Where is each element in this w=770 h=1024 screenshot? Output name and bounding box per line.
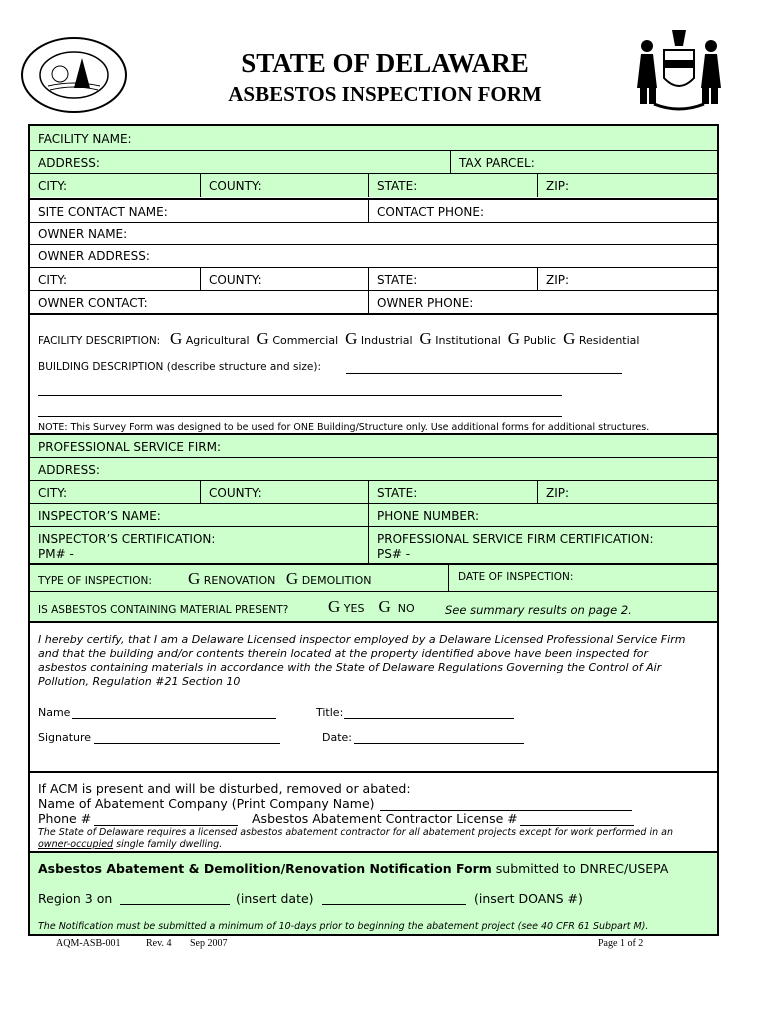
inspector-name-label[interactable]: INSPECTOR’S NAME: xyxy=(38,509,161,523)
public-checkbox[interactable]: G xyxy=(507,329,521,348)
notification-form-title: Asbestos Abatement & Demolition/Renovation Notification Form xyxy=(38,861,492,876)
owner-state-cell[interactable] xyxy=(368,268,418,290)
inspection-date-cell[interactable] xyxy=(448,565,574,591)
public-option: Public xyxy=(523,334,557,347)
contractor-license-label: Asbestos Abatement Contractor License # xyxy=(252,811,518,826)
notification-deadline-note: The Notification must be submitted a minimum of 10-days prior to beginning the abatement project (see 40 CFR 61 Subpart M). xyxy=(38,921,649,932)
owner-occupied-note xyxy=(38,839,222,850)
notification-section xyxy=(30,851,717,934)
agricultural-checkbox[interactable]: G xyxy=(170,329,183,348)
single-family-text: single family dwelling. xyxy=(113,839,223,850)
acm-disturbed-label: If ACM is present and will be disturbed, removed or abated: xyxy=(38,781,411,796)
building-description-line-2[interactable] xyxy=(38,395,562,396)
owner-state-label: STATE: xyxy=(377,273,418,287)
acm-present-row xyxy=(30,591,717,621)
owner-occupied-text: owner-occupied xyxy=(38,839,114,850)
facility-address-label[interactable]: ADDRESS: xyxy=(38,156,100,170)
demolition-option: DEMOLITION xyxy=(301,574,372,587)
doans-number-line[interactable] xyxy=(322,904,466,905)
site-contact-label[interactable]: SITE CONTACT NAME: xyxy=(38,205,168,219)
certify-line-3: asbestos containing materials in accordance with the State of Delaware Regulations Governing the Control of Air xyxy=(38,661,662,674)
summary-note: See summary results on page 2. xyxy=(445,603,632,617)
notification-submitted-text: submitted to DNREC/USEPA xyxy=(491,861,669,876)
building-description-label: BUILDING DESCRIPTION (describe structure and size): xyxy=(38,361,321,373)
owner-zip-cell[interactable] xyxy=(537,268,570,290)
facility-city-row xyxy=(30,173,717,197)
page-number: Page 1 of 2 xyxy=(598,938,644,949)
notification-title-line xyxy=(38,861,668,876)
certify-line-1: I hereby certify, that I am a Delaware Licensed inspector employed by a Delaware Licensed Professional Service Firm xyxy=(38,633,686,646)
title-label: Title: xyxy=(316,706,344,719)
notification-date-line[interactable] xyxy=(120,904,230,905)
owner-address-row xyxy=(30,244,717,267)
firm-address-row xyxy=(30,457,717,480)
firm-certification-cell xyxy=(368,527,654,563)
date-line[interactable] xyxy=(354,743,524,744)
single-building-note: NOTE: This Survey Form was designed to be used for ONE Building/Structure only. Use additional forms for additional structures. xyxy=(38,422,650,433)
ps-number-label[interactable]: PS# - xyxy=(377,547,411,561)
site-contact-row xyxy=(30,198,717,222)
commercial-option: Commercial xyxy=(272,334,339,347)
firm-name-row xyxy=(30,433,717,457)
owner-county-cell[interactable] xyxy=(200,268,262,290)
inspection-date-label: DATE OF INSPECTION: xyxy=(458,571,574,583)
industrial-option: Industrial xyxy=(360,334,413,347)
owner-phone-cell[interactable] xyxy=(368,291,474,313)
inspection-type-row xyxy=(30,563,717,591)
owner-city-label[interactable]: CITY: xyxy=(38,273,68,287)
form-title: ASBESTOS INSPECTION FORM xyxy=(228,82,542,106)
facility-city-label[interactable]: CITY: xyxy=(38,179,68,193)
name-line[interactable] xyxy=(72,718,276,719)
inspection-type-options xyxy=(188,569,372,589)
owner-county-label: COUNTY: xyxy=(209,273,262,287)
certify-line-2: and that the building and/or contents therein located at the property identified above have been inspected for xyxy=(38,647,648,660)
facility-name-label[interactable]: FACILITY NAME: xyxy=(38,132,132,146)
commercial-checkbox[interactable]: G xyxy=(256,329,269,348)
building-description-line-3[interactable] xyxy=(38,416,562,417)
acm-no-option: NO xyxy=(397,602,415,615)
revision: Rev. 4 xyxy=(146,938,172,949)
phone-number-cell[interactable] xyxy=(368,504,480,526)
acm-present-label: IS ASBESTOS CONTAINING MATERIAL PRESENT? xyxy=(38,604,289,616)
tax-parcel-cell[interactable] xyxy=(450,151,535,173)
facility-county-cell[interactable] xyxy=(200,174,262,197)
inspector-row xyxy=(30,503,717,526)
institutional-option: Institutional xyxy=(435,334,501,347)
owner-name-row xyxy=(30,222,717,244)
renovation-checkbox[interactable]: G xyxy=(188,569,201,588)
firm-zip-cell[interactable] xyxy=(537,481,570,503)
form-id: AQM-ASB-001 xyxy=(56,938,121,949)
form-state-title: STATE OF DELAWARE xyxy=(241,48,529,78)
acm-yes-option: YES xyxy=(343,602,365,615)
residential-checkbox[interactable]: G xyxy=(563,329,576,348)
owner-name-label[interactable]: OWNER NAME: xyxy=(38,227,128,241)
firm-name-label[interactable]: PROFESSIONAL SERVICE FIRM: xyxy=(38,440,221,454)
demolition-checkbox[interactable]: G xyxy=(285,569,299,588)
agricultural-option: Agricultural xyxy=(185,334,250,347)
facility-zip-label: ZIP: xyxy=(546,179,570,193)
insert-doans-label: (insert DOANS #) xyxy=(474,891,583,906)
pm-number-label[interactable]: PM# - xyxy=(38,547,74,561)
region-label: Region 3 on xyxy=(38,891,113,906)
firm-city-label[interactable]: CITY: xyxy=(38,486,68,500)
contact-phone-cell[interactable] xyxy=(368,200,485,222)
owner-city-row xyxy=(30,267,717,290)
abatement-company-label: Name of Abatement Company (Print Company Name) xyxy=(38,796,375,811)
owner-contact-label[interactable]: OWNER CONTACT: xyxy=(38,296,148,310)
abatement-phone-line[interactable] xyxy=(94,825,238,826)
facility-type-options xyxy=(170,329,639,349)
signature-label: Signature xyxy=(38,731,92,744)
insert-date-label: (insert date) xyxy=(236,891,314,906)
abatement-phone-label: Phone # xyxy=(38,811,92,826)
residential-option: Residential xyxy=(578,334,640,347)
owner-address-label[interactable]: OWNER ADDRESS: xyxy=(38,249,150,263)
phone-number-label: PHONE NUMBER: xyxy=(377,509,480,523)
inspector-certification-label: INSPECTOR’S CERTIFICATION: xyxy=(38,532,216,546)
acm-no-checkbox[interactable]: G xyxy=(378,597,391,616)
institutional-checkbox[interactable]: G xyxy=(419,329,432,348)
industrial-checkbox[interactable]: G xyxy=(345,329,358,348)
facility-county-label: COUNTY: xyxy=(209,179,262,193)
owner-contact-row xyxy=(30,290,717,313)
name-label: Name xyxy=(38,706,71,719)
certification-section xyxy=(30,621,717,771)
facility-description-label: FACILITY DESCRIPTION: xyxy=(38,335,161,347)
firm-zip-label: ZIP: xyxy=(546,486,570,500)
date-label: Date: xyxy=(322,731,352,744)
description-section xyxy=(30,313,717,433)
facility-state-label: STATE: xyxy=(377,179,418,193)
revision-date: Sep 2007 xyxy=(190,938,228,949)
firm-county-cell[interactable] xyxy=(200,481,262,503)
acm-yes-checkbox[interactable]: G xyxy=(328,597,341,616)
contact-phone-label: CONTACT PHONE: xyxy=(377,205,485,219)
facility-state-cell[interactable] xyxy=(368,174,418,197)
renovation-option: RENOVATION xyxy=(203,574,276,587)
facility-address-row xyxy=(30,150,717,173)
title-line[interactable] xyxy=(344,718,514,719)
firm-address-label[interactable]: ADDRESS: xyxy=(38,463,100,477)
owner-zip-label: ZIP: xyxy=(546,273,570,287)
facility-name-row xyxy=(30,126,717,150)
inspection-type-label: TYPE OF INSPECTION: xyxy=(38,575,152,587)
firm-county-label: COUNTY: xyxy=(209,486,262,500)
firm-state-cell[interactable] xyxy=(368,481,418,503)
acm-options xyxy=(328,597,415,617)
owner-phone-label: OWNER PHONE: xyxy=(377,296,474,310)
facility-zip-cell[interactable] xyxy=(537,174,570,197)
certify-line-4: Pollution, Regulation #21 Section 10 xyxy=(38,675,241,688)
signature-line[interactable] xyxy=(94,743,280,744)
firm-certification-label: PROFESSIONAL SERVICE FIRM CERTIFICATION: xyxy=(377,532,654,546)
abatement-section xyxy=(30,771,717,851)
inspection-form xyxy=(28,124,719,936)
delaware-coat-of-arms-logo xyxy=(634,26,724,112)
licensed-contractor-note: The State of Delaware requires a licensed asbestos abatement contractor for all abatement projects except for work performed in an xyxy=(38,827,674,838)
firm-state-label: STATE: xyxy=(377,486,418,500)
firm-city-row xyxy=(30,480,717,503)
contractor-license-line[interactable] xyxy=(520,825,634,826)
certification-row xyxy=(30,526,717,563)
tax-parcel-label: TAX PARCEL: xyxy=(459,156,535,170)
building-description-line-1[interactable] xyxy=(346,373,622,374)
